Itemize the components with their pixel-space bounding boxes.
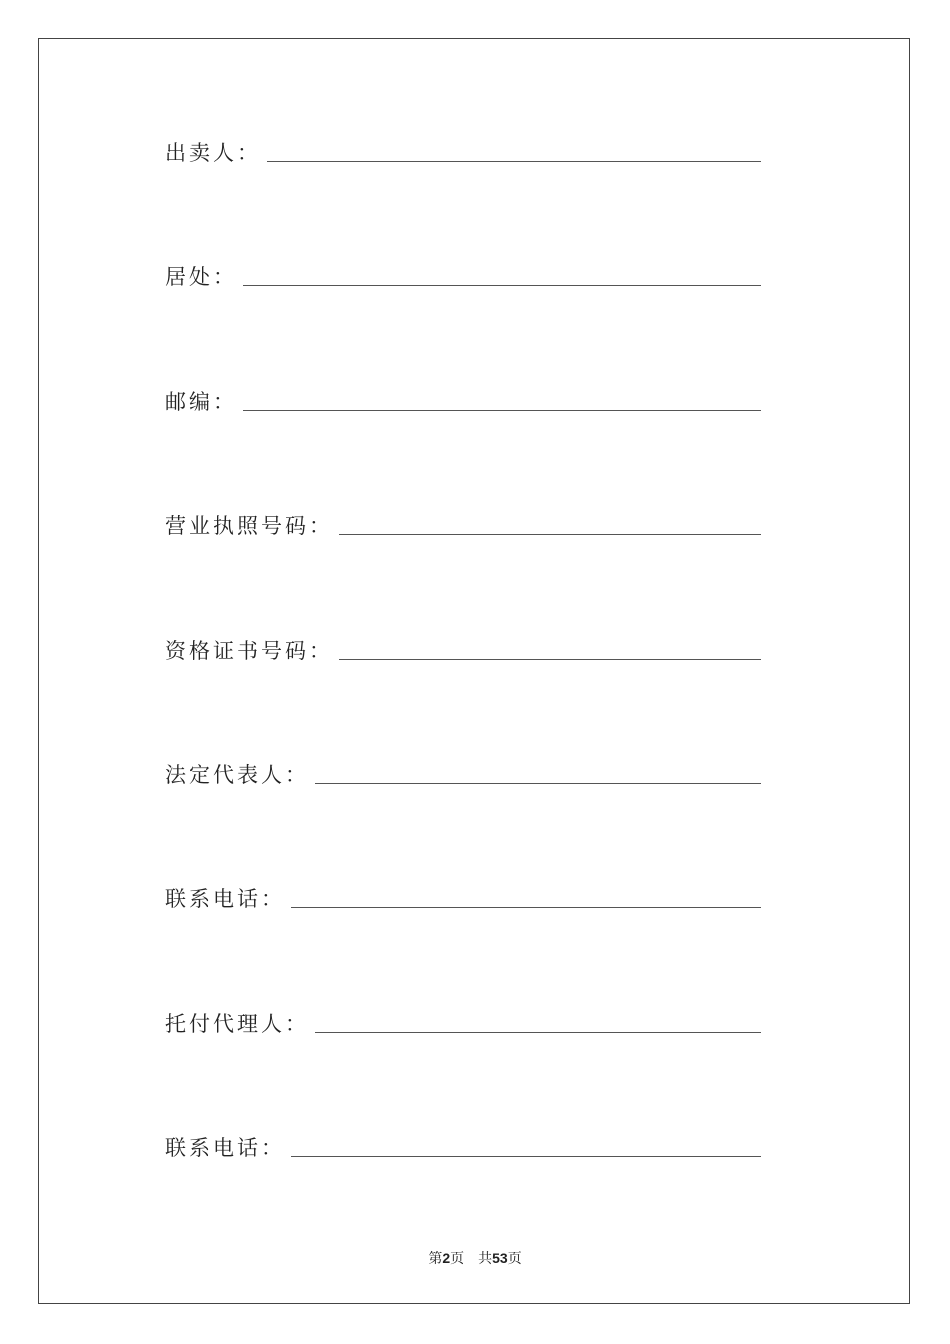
page-footer (0, 1248, 950, 1268)
field-label: 营业执照号码： (165, 514, 333, 538)
field-label: 联系电话： (165, 887, 285, 911)
address-field (165, 260, 761, 290)
field-label: 托付代理人： (165, 1012, 309, 1036)
contact-phone-field (165, 882, 761, 912)
field-blank-line (243, 284, 761, 286)
field-label: 资格证书号码： (165, 639, 333, 663)
page-number: 2 (442, 1250, 451, 1266)
field-blank-line (267, 160, 761, 162)
agent-contact-phone-field (165, 1131, 761, 1161)
field-blank-line (243, 409, 761, 411)
postcode-field (165, 385, 761, 415)
field-blank-line (315, 1031, 761, 1033)
agent-field (165, 1007, 761, 1037)
total-pages: 53 (492, 1250, 508, 1266)
field-blank-line (339, 658, 761, 660)
field-label: 出卖人： (165, 141, 261, 165)
seller-field (165, 136, 761, 166)
field-blank-line (339, 533, 761, 535)
field-blank-line (315, 782, 761, 784)
total-prefix: 共 (478, 1251, 493, 1267)
field-blank-line (291, 906, 761, 908)
page-prefix: 第 (428, 1251, 443, 1267)
field-label: 邮编： (165, 390, 237, 414)
page-suffix: 页 (450, 1251, 465, 1267)
page-frame (38, 38, 910, 1304)
field-label: 法定代表人： (165, 763, 309, 787)
field-label: 居处： (165, 265, 237, 289)
total-suffix: 页 (507, 1251, 522, 1267)
business-license-field (165, 509, 761, 539)
field-label: 联系电话： (165, 1136, 285, 1160)
field-blank-line (291, 1155, 761, 1157)
legal-representative-field (165, 758, 761, 788)
qualification-cert-field (165, 634, 761, 664)
